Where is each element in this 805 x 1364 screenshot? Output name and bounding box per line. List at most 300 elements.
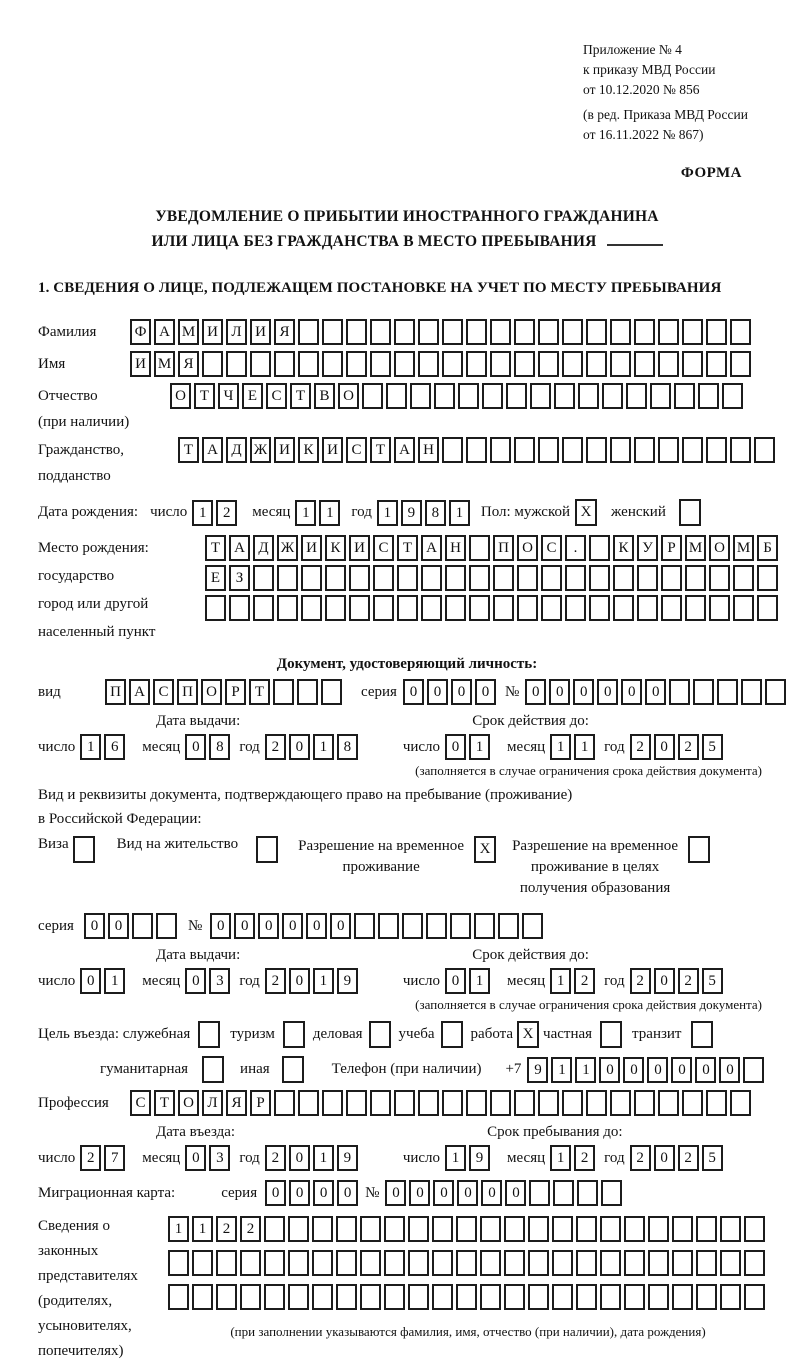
char-box [682,351,703,377]
char-box [720,1284,741,1310]
char-box [498,913,519,939]
char-box: Л [226,319,247,345]
char-box: С [346,437,367,463]
entry-date-heading: Дата въезда: [156,1124,236,1140]
char-box: 1 [551,1057,572,1083]
char-box [720,1216,741,1242]
char-box: К [613,535,634,561]
char-box [648,1250,669,1276]
char-box: Р [661,535,682,561]
char-box: 0 [671,1057,692,1083]
char-box [298,319,319,345]
sex-male-checkbox: X [575,499,597,526]
char-box: 0 [337,1180,358,1206]
char-box [288,1250,309,1276]
day-label: число [150,504,188,520]
char-box: И [250,319,271,345]
birth-year-boxes [377,500,473,526]
purpose-private-checkbox [600,1021,622,1048]
char-box: 1 [377,500,398,526]
representatives-row-3 [168,1284,768,1310]
char-box [202,351,223,377]
char-box [253,565,274,591]
char-box: 0 [599,1057,620,1083]
patronymic-row [38,383,776,435]
char-box [312,1250,333,1276]
char-box: М [733,535,754,561]
purpose-work-label: работа [470,1026,514,1042]
temporary-residence-checkbox: X [474,836,496,863]
char-box: И [349,535,370,561]
char-box: 0 [282,913,303,939]
char-box [394,319,415,345]
visa-option [38,836,95,863]
char-box [490,319,511,345]
char-box: С [153,679,174,705]
char-box: А [229,535,250,561]
issue-day-boxes [80,734,128,760]
char-box [474,913,495,939]
char-box: Р [250,1090,271,1116]
char-box [733,595,754,621]
char-box [322,319,343,345]
char-box [264,1250,285,1276]
residence-series-boxes [84,913,180,939]
char-box [514,351,535,377]
char-box [362,383,383,409]
char-box: 0 [445,968,466,994]
char-box [264,1284,285,1310]
purpose-official-checkbox [198,1021,220,1048]
temporary-residence-label: Разрешение на временное проживание [298,838,465,875]
char-box [445,565,466,591]
month-label: месяц [142,972,181,989]
char-box [529,1180,550,1206]
year-label: год [239,738,260,755]
char-box: 1 [469,734,490,760]
char-box [552,1216,573,1242]
char-box [442,351,463,377]
char-box: Д [253,535,274,561]
char-box [743,1057,764,1083]
char-box: 1 [445,1145,466,1171]
char-box [577,1180,598,1206]
char-box: М [154,351,175,377]
char-box: 2 [240,1216,261,1242]
char-box [514,437,535,463]
char-box [325,595,346,621]
char-box [370,351,391,377]
char-box [168,1250,189,1276]
char-box [394,1090,415,1116]
residence-issue-day-boxes [80,968,128,994]
char-box: 6 [104,734,125,760]
char-box [517,565,538,591]
char-box: П [105,679,126,705]
char-box [576,1216,597,1242]
char-box [397,565,418,591]
char-box [277,595,298,621]
citizenship-label: Гражданство, подданство [38,442,125,484]
char-box [450,913,471,939]
char-box [493,565,514,591]
char-box: 2 [678,1145,699,1171]
year-label: год [604,1149,625,1166]
phone-prefix: +7 [505,1061,522,1077]
char-box [669,679,690,705]
char-box: А [394,437,415,463]
char-box [744,1216,765,1242]
char-box [650,383,671,409]
char-box: Т [178,437,199,463]
char-box: 0 [108,913,129,939]
char-box: Е [205,565,226,591]
char-box: 7 [104,1145,125,1171]
char-box: 0 [289,734,310,760]
char-box [229,595,250,621]
document-title [38,204,776,254]
phone-label: Телефон (при наличии) [331,1061,482,1077]
char-box: 0 [313,1180,334,1206]
char-box: О [338,383,359,409]
char-box [626,383,647,409]
migration-card-label: Миграционная карта: [38,1184,176,1201]
char-box: 0 [505,1180,526,1206]
number-label: № [187,917,203,934]
residence-doc-intro-2: в Российской Федерации: [38,811,202,827]
char-box [346,319,367,345]
char-box [682,1090,703,1116]
char-box [658,437,679,463]
profession-row [38,1090,776,1116]
char-box [744,1250,765,1276]
char-box: 0 [654,968,675,994]
month-label: месяц [507,1149,546,1166]
month-label: месяц [252,504,291,520]
temporary-residence-education-option [512,836,710,899]
char-box [586,351,607,377]
annex-line: Приложение № 4 [583,42,682,57]
char-box [360,1250,381,1276]
char-box [354,913,375,939]
char-box [672,1284,693,1310]
char-box: 3 [209,968,230,994]
issue-month-boxes [185,734,233,760]
form-label: ФОРМА [680,165,742,181]
char-box: Ж [277,535,298,561]
expiry-date-heading: Срок действия до: [472,947,589,963]
char-box [349,595,370,621]
char-box [421,595,442,621]
entry-date-headings [38,1124,776,1141]
char-box [522,913,543,939]
char-box [321,679,342,705]
migration-card-row [38,1180,776,1206]
char-box [301,565,322,591]
char-box: 0 [433,1180,454,1206]
char-box [277,565,298,591]
char-box: 5 [702,968,723,994]
char-box [706,437,727,463]
char-box [421,565,442,591]
char-box: 0 [185,968,206,994]
char-box [426,913,447,939]
char-box: 0 [265,1180,286,1206]
char-box [384,1250,405,1276]
series-label: серия [221,1184,258,1201]
char-box [418,1090,439,1116]
char-box [168,1284,189,1310]
migration-series-boxes [265,1180,361,1206]
char-box [402,913,423,939]
char-box: Т [397,535,418,561]
char-box [613,565,634,591]
char-box [288,1284,309,1310]
char-box: Л [202,1090,223,1116]
char-box: 1 [575,1057,596,1083]
char-box [493,595,514,621]
char-box [336,1216,357,1242]
char-box: 9 [337,968,358,994]
char-box [240,1284,261,1310]
char-box [205,595,226,621]
profession-label: Профессия [38,1094,109,1111]
char-box: Н [445,535,466,561]
title-line-2: ИЛИ ЛИЦА БЕЗ ГРАЖДАНСТВА В МЕСТО ПРЕБЫВАНИЯ [38,229,776,254]
char-box [504,1216,525,1242]
residence-doc-intro-1: Вид и реквизиты документа, подтверждающего право на пребывание (проживание) [38,787,573,803]
char-box: 0 [80,968,101,994]
firstname-row [38,351,776,377]
profession-boxes [130,1090,754,1116]
purpose-study-label: учеба [398,1026,435,1042]
char-box [466,319,487,345]
char-box: 0 [573,679,594,705]
char-box: 2 [80,1145,101,1171]
char-box: 0 [654,1145,675,1171]
char-box: 1 [80,734,101,760]
char-box: 0 [289,968,310,994]
char-box [418,351,439,377]
char-box: О [709,535,730,561]
char-box [480,1250,501,1276]
identity-doc-dates [38,734,776,760]
month-label: месяц [507,738,546,755]
char-box [322,351,343,377]
day-label: число [402,738,441,755]
char-box [589,535,610,561]
sex-female-checkbox [679,499,701,526]
expiry-note: (заполняется в случае ограничения срока действия документа) [415,763,762,778]
char-box [386,383,407,409]
char-box: У [637,535,658,561]
char-box [682,319,703,345]
char-box [504,1284,525,1310]
char-box: 2 [678,968,699,994]
char-box: 1 [449,500,470,526]
char-box: О [170,383,191,409]
char-box: 8 [209,734,230,760]
char-box: Н [418,437,439,463]
char-box [538,351,559,377]
char-box [408,1284,429,1310]
expiry-date-heading: Срок действия до: [472,713,589,729]
char-box [661,595,682,621]
char-box [552,1284,573,1310]
patronymic-label: Отчество (при наличии) [38,388,130,430]
char-box [250,351,271,377]
issue-date-heading: Дата выдачи: [156,947,241,963]
char-box: 0 [409,1180,430,1206]
char-box [370,319,391,345]
char-box [602,383,623,409]
char-box [480,1216,501,1242]
char-box: 0 [306,913,327,939]
char-box [600,1216,621,1242]
char-box [613,595,634,621]
char-box [693,679,714,705]
day-label: число [402,1149,441,1166]
surname-label: Фамилия [38,323,97,340]
char-box: 0 [525,679,546,705]
purpose-humanitarian-label: гуманитарная [100,1061,189,1077]
residence-doc-series-row [38,913,776,939]
char-box: А [154,319,175,345]
char-box [730,437,751,463]
char-box: 2 [265,968,286,994]
char-box [610,319,631,345]
char-box [482,383,503,409]
surname-row [38,319,776,345]
char-box [408,1250,429,1276]
doc-series-boxes [403,679,499,705]
char-box [432,1216,453,1242]
char-box: С [130,1090,151,1116]
char-box [458,383,479,409]
residence-expiry-day-boxes [445,968,493,994]
temporary-residence-option [298,836,496,878]
char-box: Т [370,437,391,463]
char-box: Т [205,535,226,561]
char-box [156,913,177,939]
char-box [717,679,738,705]
char-box [298,351,319,377]
char-box [506,383,527,409]
residence-permit-label: Вид на жительство [116,836,239,852]
entry-purpose-row-2 [38,1056,776,1083]
char-box [349,565,370,591]
visa-checkbox [73,836,95,863]
char-box [456,1216,477,1242]
char-box: 2 [216,500,237,526]
residence-issue-month-boxes [185,968,233,994]
char-box [562,319,583,345]
char-box [442,437,463,463]
representatives-rows [168,1214,768,1340]
birth-date-row [38,499,776,526]
birth-day-boxes [192,500,240,526]
char-box [384,1216,405,1242]
char-box [432,1284,453,1310]
char-box [589,565,610,591]
char-box: 2 [630,1145,651,1171]
issue-year-boxes [265,734,361,760]
char-box: Ф [130,319,151,345]
expiry-day-boxes [445,734,493,760]
birth-place-label: Место рождения: государство город или другой населенный пункт [38,540,156,640]
entry-day-boxes [80,1145,128,1171]
purpose-label: Цель въезда: служебная [38,1026,191,1042]
char-box: А [129,679,150,705]
char-box [360,1216,381,1242]
char-box [637,595,658,621]
blank-underline [607,230,663,246]
purpose-transit-checkbox [691,1021,713,1048]
doc-kind-label: вид [38,683,61,700]
char-box: 2 [574,1145,595,1171]
purpose-business-checkbox [369,1021,391,1048]
firstname-boxes [130,351,754,377]
char-box [610,351,631,377]
char-box [490,1090,511,1116]
char-box [466,1090,487,1116]
identity-doc-heading: Документ, удостоверяющий личность: [276,656,538,672]
char-box [456,1250,477,1276]
char-box: 0 [289,1180,310,1206]
char-box [586,1090,607,1116]
char-box: И [322,437,343,463]
residence-expiry-month-boxes [550,968,598,994]
char-box [432,1250,453,1276]
char-box [554,383,575,409]
char-box [216,1250,237,1276]
char-box [346,351,367,377]
char-box: 1 [574,734,595,760]
char-box [685,565,706,591]
char-box [240,1250,261,1276]
char-box [466,437,487,463]
char-box: 1 [313,1145,334,1171]
stay-month-boxes [550,1145,598,1171]
char-box: 0 [481,1180,502,1206]
char-box [373,595,394,621]
char-box [192,1250,213,1276]
char-box [754,437,775,463]
number-label: № [365,1184,380,1201]
char-box [706,1090,727,1116]
annex-line: к приказу МВД России [583,62,716,77]
residence-doc-date-headings [38,947,776,964]
char-box [624,1284,645,1310]
char-box [730,1090,751,1116]
char-box: С [373,535,394,561]
char-box [709,565,730,591]
phone-boxes [527,1057,767,1083]
char-box [565,595,586,621]
char-box: 1 [469,968,490,994]
char-box: 1 [295,500,316,526]
char-box: Б [757,535,778,561]
char-box: 0 [475,679,496,705]
char-box: 0 [185,734,206,760]
char-box [442,1090,463,1116]
char-box: 0 [385,1180,406,1206]
surname-boxes [130,319,754,345]
char-box: Е [242,383,263,409]
char-box: 0 [645,679,666,705]
char-box [634,351,655,377]
char-box [410,383,431,409]
